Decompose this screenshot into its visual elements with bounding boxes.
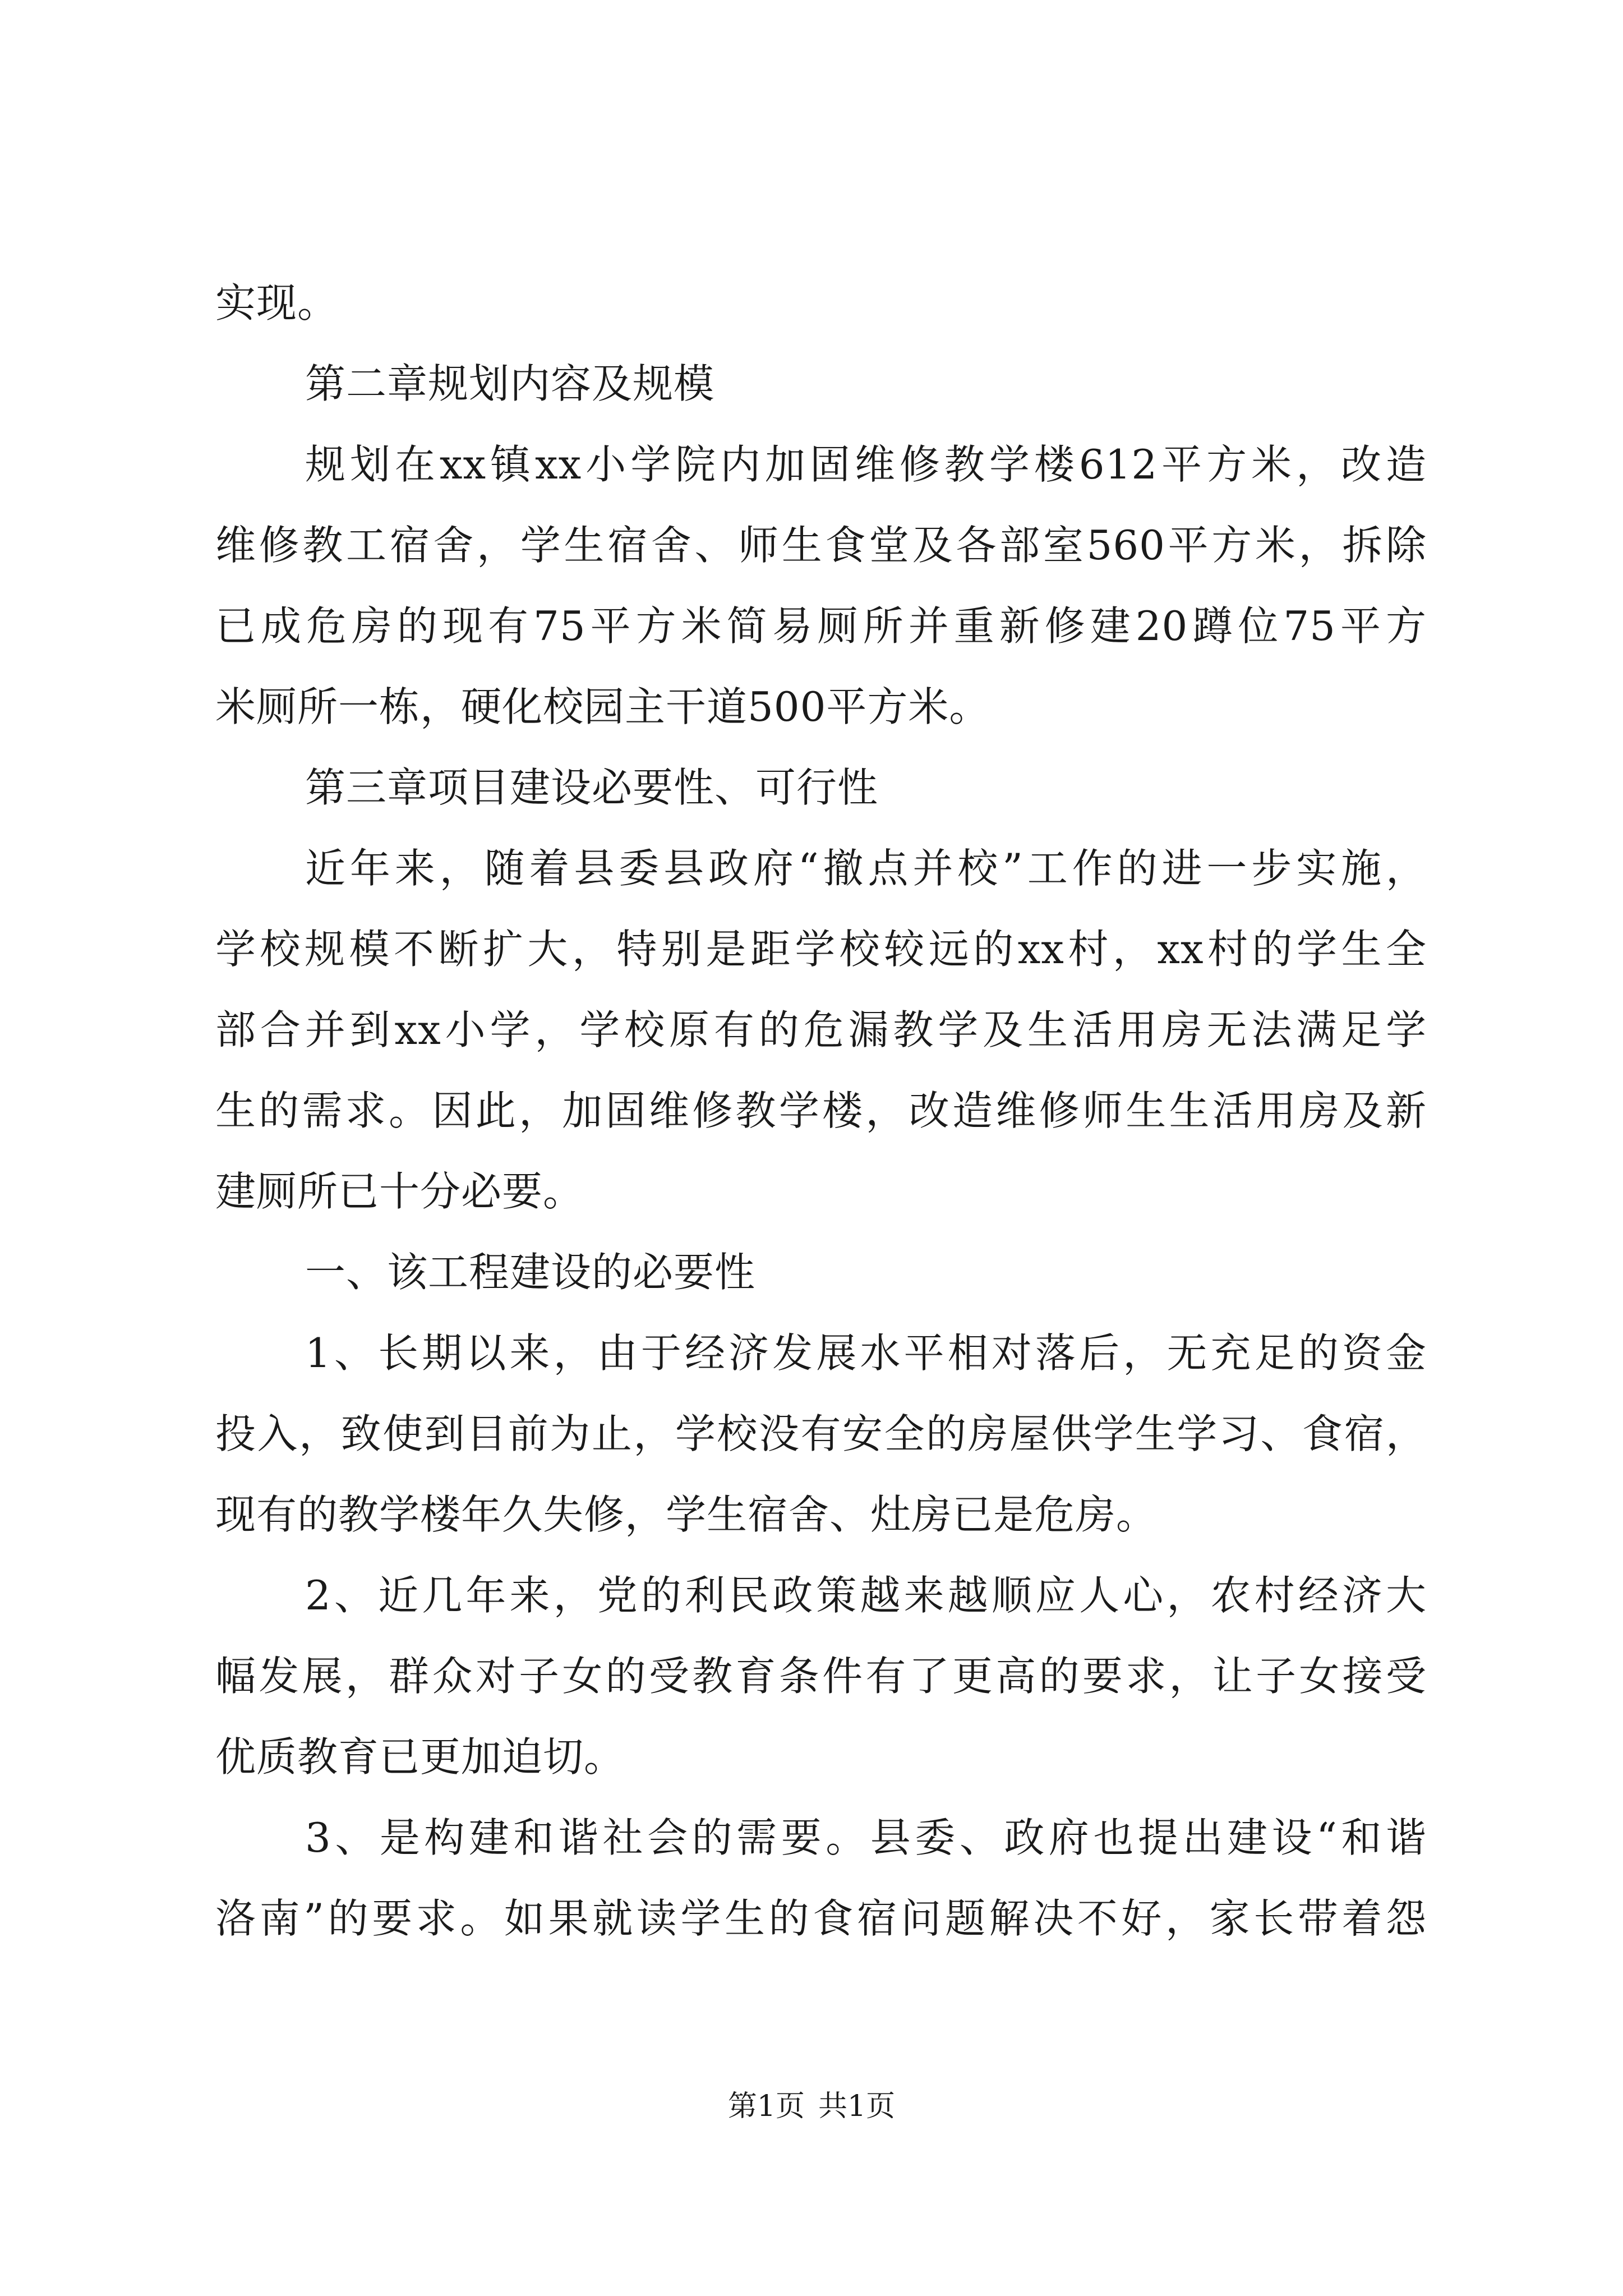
text-line: 近年来，随着县委县政府“撤点并校”工作的进一步实施，: [305, 845, 1427, 892]
text-line: 部合并到xx小学，学校原有的危漏教学及生活用房无法满足学: [215, 1006, 1427, 1053]
text-line: 生的需求。因此，加固维修教学楼，改造维修师生生活用房及新: [215, 1087, 1427, 1134]
text-line: 现有的教学楼年久失修，学生宿舍、灶房已是危房。: [215, 1491, 1158, 1538]
chapter-heading: 第三章项目建设必要性、可行性: [305, 764, 879, 811]
text-line: 1、长期以来，由于经济发展水平相对落后，无充足的资金: [305, 1329, 1427, 1377]
text-line: 米厕所一栋，硬化校园主干道500平方米。: [215, 683, 990, 730]
page-footer: [0, 2087, 1623, 2126]
text-line: 学校规模不断扩大，特别是距学校较远的xx村，xx村的学生全: [215, 926, 1427, 973]
text-line: 优质教育已更加迫切。: [215, 1733, 625, 1780]
text-line: 实现。: [215, 279, 339, 326]
page-number: 第1页: [727, 2090, 805, 2123]
text-line: 投入，致使到目前为止，学校没有安全的房屋供学生学习、食宿，: [215, 1410, 1427, 1457]
text-line: 已成危房的现有75平方米简易厕所并重新修建20蹲位75平方: [215, 602, 1427, 650]
text-line: 2、近几年来，党的利民政策越来越顺应人心，农村经济大: [305, 1572, 1427, 1619]
text-line: 建厕所已十分必要。: [215, 1168, 584, 1215]
document-body: [215, 263, 1427, 1959]
page-total: 共1页: [818, 2090, 896, 2123]
chapter-heading: 第二章规划内容及规模: [305, 360, 715, 407]
text-line: 洛南”的要求。如果就读学生的食宿问题解决不好，家长带着怨: [215, 1895, 1427, 1942]
text-line: 3、是构建和谐社会的需要。县委、政府也提出建设“和谐: [305, 1814, 1427, 1861]
section-heading: 一、该工程建设的必要性: [305, 1249, 756, 1296]
text-line: 维修教工宿舍，学生宿舍、师生食堂及各部室560平方米，拆除: [215, 522, 1427, 569]
text-line: 幅发展，群众对子女的受教育条件有了更高的要求，让子女接受: [215, 1653, 1427, 1700]
text-line: 规划在xx镇xx小学院内加固维修教学楼612平方米，改造: [305, 441, 1427, 488]
